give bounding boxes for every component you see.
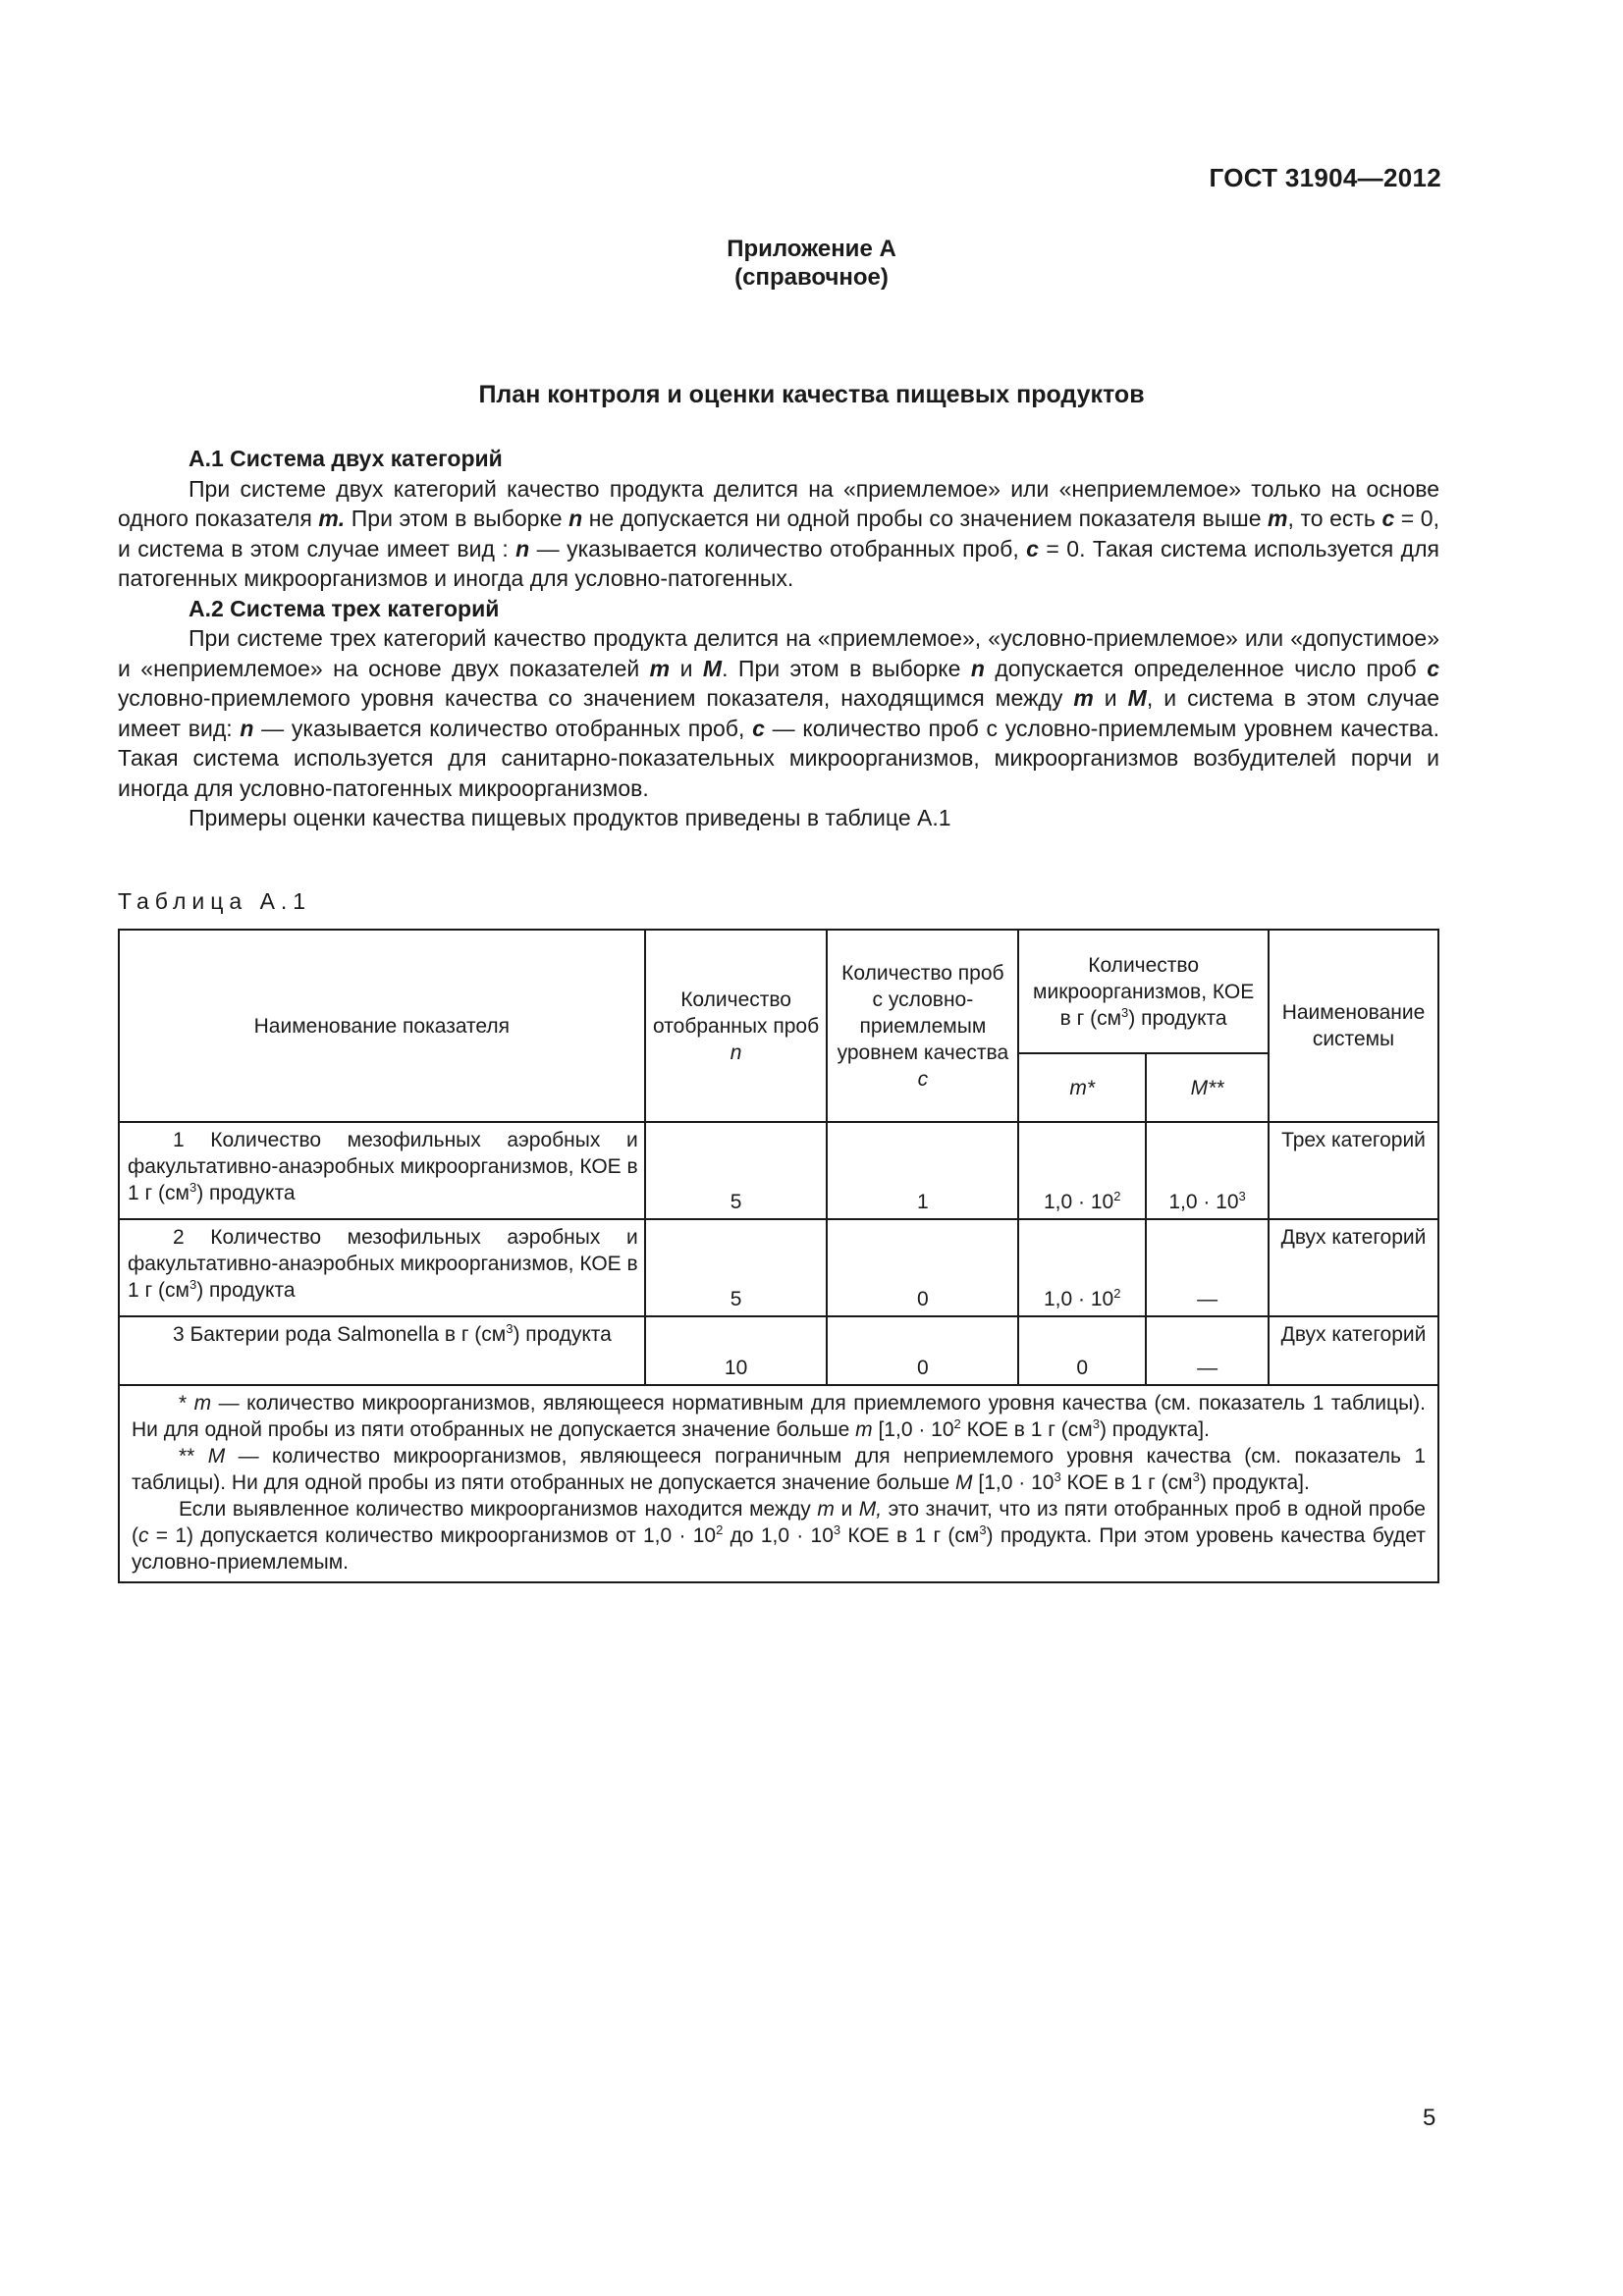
- row-name: 1 Количество мезофильных аэробных и факультативно-анаэробных микроорганизмов, КОЕ в 1 г $(см^3)$ продукта: [119, 1122, 645, 1219]
- row-system: Трех категорий: [1269, 1122, 1438, 1219]
- appendix-title: Приложение А: [727, 236, 896, 262]
- table-caption: Таблица А.1: [118, 888, 312, 914]
- header-system: Наименование системы: [1269, 930, 1438, 1122]
- header-name: Наименование показателя: [119, 930, 645, 1122]
- row-name: 2 Количество мезофильных аэробных и факультативно-анаэробных микроорганизмов, КОЕ в 1 г $(см^3)$ продукта: [119, 1219, 645, 1316]
- quality-table: [118, 929, 1439, 1583]
- appendix-note: (справочное): [734, 264, 889, 291]
- row-m: 0: [1018, 1316, 1146, 1385]
- row-c: 1: [827, 1122, 1018, 1219]
- header-microorganisms: Количество микроорганизмов, КОЕ в г $(см^3)$ продукта: [1018, 930, 1269, 1053]
- header-count: Количество отобранных проб n: [645, 930, 828, 1122]
- header-M: M**: [1146, 1053, 1269, 1122]
- table-notes: [119, 1385, 1438, 1582]
- table-notes-row: [119, 1385, 1438, 1582]
- table-row: [119, 1316, 1438, 1385]
- row-c: 0: [827, 1219, 1018, 1316]
- row-system: Двух категорий: [1269, 1316, 1438, 1385]
- a1-paragraph: При системе двух категорий качество продукта делится на «приемлемое» или «неприемлемое» только на основе одного показателя m. При этом в выборке n не допускается ни одной пробы со значением показателя выше m, то есть c = 0, и система в этом случае имеет вид : n — указывается количество отобранных проб, c = 0. Такая система используется для патогенных микроорганизмов и иногда для условно-патогенных.: [118, 475, 1439, 591]
- table-row: [119, 1219, 1438, 1316]
- row-M: —: [1146, 1219, 1269, 1316]
- row-M: —: [1146, 1316, 1269, 1385]
- table-row: [119, 1122, 1438, 1219]
- row-c: 0: [827, 1316, 1018, 1385]
- table-header-row: [119, 930, 1438, 1053]
- page-number: 5: [1423, 2105, 1436, 2131]
- header-conditional: Количество проб с условно-приемлемым уровнем качества c: [827, 930, 1018, 1122]
- row-m: $1,0 \cdot 10^2$: [1018, 1122, 1146, 1219]
- a2-paragraph: При системе трех категорий качество продукта делится на «приемлемое», «условно-приемлемое» или «допустимое» и «неприемлемое» на основе двух показателей m и M. При этом в выборке n допускается определенное число проб c условно-приемлемого уровня качества со значением показателя, находящимся между m и M, и система в этом случае имеет вид: n — указывается количество отобранных проб, c — количество проб с условно-приемлемым уровнем качества. Такая система используется для санитарно-показательных микроорганизмов, микроорганизмов возбудителей порчи и иногда для условно-патогенных микроорганизмов.: [118, 625, 1439, 801]
- note-m: * m — количество микроорганизмов, являющееся нормативным для приемлемого уровня качества (см. показатель 1 таблицы). Ни для одной пробы из пяти отобранных не допускается значение больше m [$1,0 \cdot 10^2$ КОЕ в 1 г $(см^3)$ продукта].: [132, 1392, 1426, 1441]
- body-text: [118, 444, 1439, 833]
- note-between: Если выявленное количество микроорганизмов находится между m и M, это значит, что из пяти отобранных проб в одной пробе (c = 1) допускается количество микроорганизмов от $1,0 \cdot 10^2$ до $1,0 \cdot 10^3$ КОЕ в 1 г $(см^3)$ продукта. При этом уровень качества будет условно-приемлемым.: [132, 1498, 1426, 1574]
- section-title: План контроля и оценки качества пищевых продуктов: [478, 381, 1145, 408]
- row-n: 5: [645, 1122, 828, 1219]
- note-M: ** M — количество микроорганизмов, являющееся пограничным для неприемлемого уровня качества (см. показатель 1 таблицы). Ни для одной пробы из пяти отобранных не допускается значение больше M [$1,0 \cdot 10^3$ КОЕ в 1 г $(см^3)$ продукта].: [132, 1445, 1427, 1494]
- header-m: m*: [1018, 1053, 1146, 1122]
- a1-heading: А.1 Система двух категорий: [189, 446, 503, 471]
- row-n: 10: [645, 1316, 828, 1385]
- row-n: 5: [645, 1219, 828, 1316]
- a2-examples-paragraph: Примеры оценки качества пищевых продуктов приведены в таблице А.1: [189, 805, 951, 830]
- row-M: $1,0 \cdot 10^3$: [1146, 1122, 1269, 1219]
- row-name: 3 Бактерии рода Salmonella в г $(см^3)$ продукта: [119, 1316, 645, 1385]
- document-code: ГОСТ 31904—2012: [1209, 163, 1441, 192]
- a2-heading: А.2 Система трех категорий: [189, 595, 500, 621]
- row-m: $1,0 \cdot 10^2$: [1018, 1219, 1146, 1316]
- row-system: Двух категорий: [1269, 1219, 1438, 1316]
